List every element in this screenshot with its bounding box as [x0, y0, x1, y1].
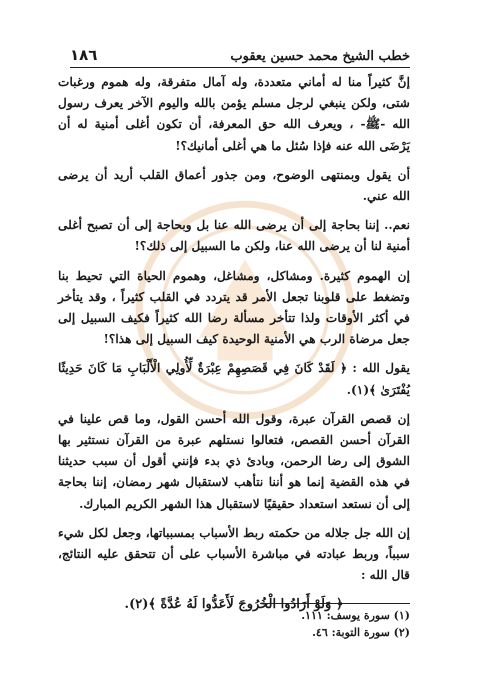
quran-verse: ﴿ وَلَوْ أَرَادُوا الْخُرُوجَ لَأَعَدُّوا لَهُ عُدَّةً ﴾(٢). — [124, 597, 344, 613]
paragraph: إن الله جل جلاله من حكمته ربط الأسباب بمسبباتها، وجعل لكل شيء سبباً، وربط عبادته في مباشرة الأسباب على أن تتحقق عليه النتائج، قال الله : — [58, 525, 410, 583]
footnote: (٢) سورة التوبة: ٤٦. — [312, 626, 410, 639]
page-body — [58, 72, 410, 624]
paragraph: إنَّ كثيراً منا له أماني متعددة، وله آمال متفرقة، وله هموم ورغبات شتى، ولكن ينبغي لرجل مسلم يؤمن بالله واليوم الآخر يعرف رسول الله -ﷺ- ، ويعرف الله حق المعرفة، أن تكون أغلى أمنية له أن يَرْضَى الله عنه فإذا سُئل ما هي أغلى أمانيك؟! — [58, 75, 410, 153]
paragraph: إن قصص القرآن عبرة، وقول الله أحسن القول، وما قص علينا في القرآن أحسن القصص، فتعالوا نستلهم عبرة من القرآن نستثير بها الشوق إلى رضا الرحمن، وبادئ ذي بدء فإنني أقول أن سبب حديثنا في هذه القضية إنما هو أننا نتأهب لاستقبال شهر رمضان، إننا بحاجة إلى أن نستعد استعداد حقيقيًا لاستقبال هذا الشهر الكريم المبارك. — [58, 411, 410, 511]
paragraph: أن يقول وبمنتهى الوضوح، ومن جذور أعماق القلب أريد أن يرضى الله عني. — [58, 167, 410, 204]
running-title: خطب الشيخ محمد حسين يعقوب — [230, 49, 410, 64]
footnote: (١) سورة يوسف: ١١١. — [301, 609, 410, 622]
page-header — [70, 40, 410, 68]
footnotes — [200, 607, 410, 641]
quran-quote-paragraph: يقول الله : ﴿ لَقَدْ كَانَ فِي قَصَصِهِمْ عِبْرَةٌ لِّأُولِي الْأَلْبَابِ مَا كَانَ حَدِيثًا يُفْتَرَىٰ ﴾(١). — [58, 361, 410, 397]
page-number: ١٨٦ — [70, 46, 98, 64]
paragraph: نعم.. إننا بحاجة إلى أن يرضى الله عنا بل وبحاجة إلى أن تصبح أغلى أمنية لنا أن يرضى الله عنا، ولكن ما السبيل إلى ذلك؟! — [58, 218, 410, 254]
footnote-divider — [260, 603, 410, 604]
paragraph: إن الهموم كثيرة. ومشاكل، ومشاغل، وهموم الحياة التي تحيط بنا وتضغط على قلوبنا تجعل الأمر قد يتردد في القلب كثيراً ، وقد يتأخر في أكثر الأوقات ولذا تتأخر مسألة رضا الله كثيراً فكيف السبيل إلى جعل مرضاة الرب هي الأمنية الوحيدة كيف السبيل إلى هذا؟! — [58, 268, 410, 347]
